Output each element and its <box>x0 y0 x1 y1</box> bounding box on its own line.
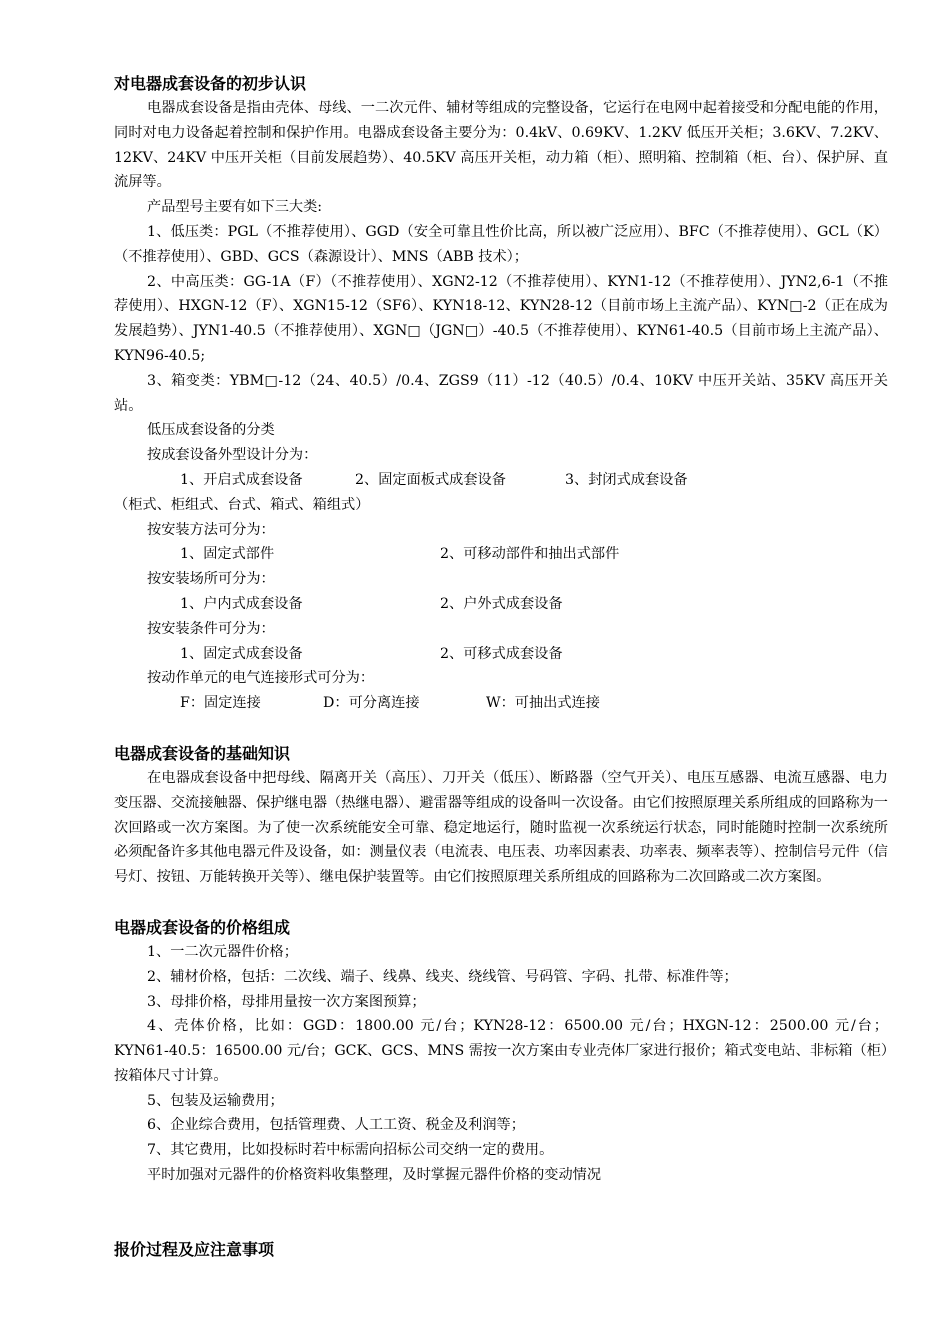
document-page <box>114 72 888 1262</box>
design-option-notes: （柜式、柜组式、台式、箱式、箱组式） <box>114 496 370 513</box>
classification-by-site: 按安装场所可分为： <box>147 571 275 588</box>
install-condition-2: 2、可移式成套设备 <box>440 645 563 662</box>
design-option-3: 3、封闭式成套设备 <box>565 471 688 488</box>
pricing-item: 1、一二次元器件价格； <box>147 943 298 960</box>
low-voltage-classification-heading: 低压成套设备的分类 <box>147 422 275 439</box>
low-voltage-types: 1、低压类：PGL（不推荐使用）、GGD（安全可靠且性价比高，所以被广泛应用）、BFC（不推荐使用）、GCL（K）（不推荐使用）、GBD、GCS（森源设计）、MNS（ABB 技术）； <box>114 223 888 265</box>
box-substation-types: 3、箱变类：YBM□-12（24、40.5）/0.4、ZGS9（11）-12（40.5）/0.4、10KV 中压开关站、35KV 高压开关站。 <box>114 372 888 414</box>
classification-by-condition: 按安装条件可分为： <box>147 620 275 637</box>
design-option-2: 2、固定面板式成套设备 <box>355 471 506 488</box>
connection-type-w: W：可抽出式连接 <box>486 695 600 712</box>
classification-by-design: 按成套设备外型设计分为： <box>147 447 318 464</box>
section-title-quotation: 报价过程及应注意事项 <box>114 1239 275 1259</box>
connection-type-d: D：可分离连接 <box>323 695 420 712</box>
install-site-2: 2、户外式成套设备 <box>440 595 563 612</box>
section-title-basics: 电器成套设备的基础知识 <box>114 743 291 763</box>
design-option-1: 1、开启式成套设备 <box>180 471 303 488</box>
pricing-item: 7、其它费用，比如投标时若中标需向招标公司交纳一定的费用。 <box>147 1142 554 1159</box>
install-method-1: 1、固定式部件 <box>180 546 275 563</box>
pricing-item: 3、母排价格，母排用量按一次方案图预算； <box>147 993 426 1010</box>
install-condition-1: 1、固定式成套设备 <box>180 645 303 662</box>
install-method-row <box>114 542 888 567</box>
classification-by-connection: 按动作单元的电气连接形式可分为： <box>147 670 375 687</box>
install-method-2: 2、可移动部件和抽出式部件 <box>440 546 620 563</box>
mid-high-voltage-types: 2、中高压类：GG-1A（F）（不推荐使用）、XGN2-12（不推荐使用）、KYN1-12（不推荐使用）、JYN2,6-1（不推荐使用）、HXGN-12（F）、XGN15-12（SF6）、KYN18-12、KYN28-12（目前市场上主流产品）、KYN□-2（正在成为发展趋势）、JYN1-40.5（不推荐使用）、XGN□（JGN□）-40.5（不推荐使用）、KYN61-40.5（目前市场上主流产品）、KYN96-40.5; <box>114 273 888 364</box>
pricing-note: 平时加强对元器件的价格资料收集整理，及时掌握元器件价格的变动情况 <box>147 1167 602 1184</box>
install-site-1: 1、户内式成套设备 <box>180 595 303 612</box>
basics-paragraph: 在电器成套设备中把母线、隔离开关（高压）、刀开关（低压）、断路器（空气开关）、电压互感器、电流互感器、电力变压器、交流接触器、保护继电器（热继电器）、避雷器等组成的设备叫一次设备。由它们按照原理关系所组成的回路称为一次回路或一次方案图。为了使一次系统能安全可靠、稳定地运行，随时监视一次系统运行状态，同时能随时控制一次系统所必须配备许多其他电器元件及设备，如：测量仪表（电流表、电压表、功率因素表、功率表、频率表等）、控制信号元件（信号灯、按钮、万能转换开关等）、继电保护装置等。由它们按照原理关系所组成的回路称为二次回路或二次方案图。 <box>114 769 888 886</box>
pricing-item: 6、企业综合费用，包括管理费、人工工资、税金及利润等； <box>147 1117 525 1134</box>
connection-type-f: F：固定连接 <box>180 695 261 712</box>
section-title-pricing: 电器成套设备的价格组成 <box>114 917 291 937</box>
install-site-row <box>114 592 888 617</box>
connection-type-row <box>114 691 888 716</box>
pricing-item: 5、包装及运输费用； <box>147 1092 284 1109</box>
classification-by-install-method: 按安装方法可分为： <box>147 521 275 538</box>
intro-paragraph: 电器成套设备是指由壳体、母线、一二次元件、辅材等组成的完整设备，它运行在电网中起着接受和分配电能的作用，同时对电力设备起着控制和保护作用。电器成套设备主要分为：0.4kV、0.69KV、1.2KV 低压开关柜；3.6KV、7.2KV、12KV、24KV 中压开关柜（目前发展趋势）、40.5KV 高压开关柜，动力箱（柜）、照明箱、控制箱（柜、台）、保护屏、直流屏等。 <box>114 100 888 191</box>
pricing-item: 2、辅材价格，包括：二次线、端子、线鼻、线夹、绕线管、号码管、字码、扎带、标准件等； <box>147 968 738 985</box>
design-options-row <box>114 468 888 493</box>
pricing-item: 4、壳体价格，比如：GGD：1800.00 元/台；KYN28-12：6500.00 元/台；HXGN-12：2500.00 元/台；KYN61-40.5：16500.00 元/台；GCK、GCS、MNS 需按一次方案由专业壳体厂家进行报价；箱式变电站、非标箱（柜）按箱体尺寸计算。 <box>114 1018 888 1084</box>
section-title-intro: 对电器成套设备的初步认识 <box>114 74 307 93</box>
install-condition-row <box>114 642 888 667</box>
product-types-lead: 产品型号主要有如下三大类: <box>147 199 323 216</box>
